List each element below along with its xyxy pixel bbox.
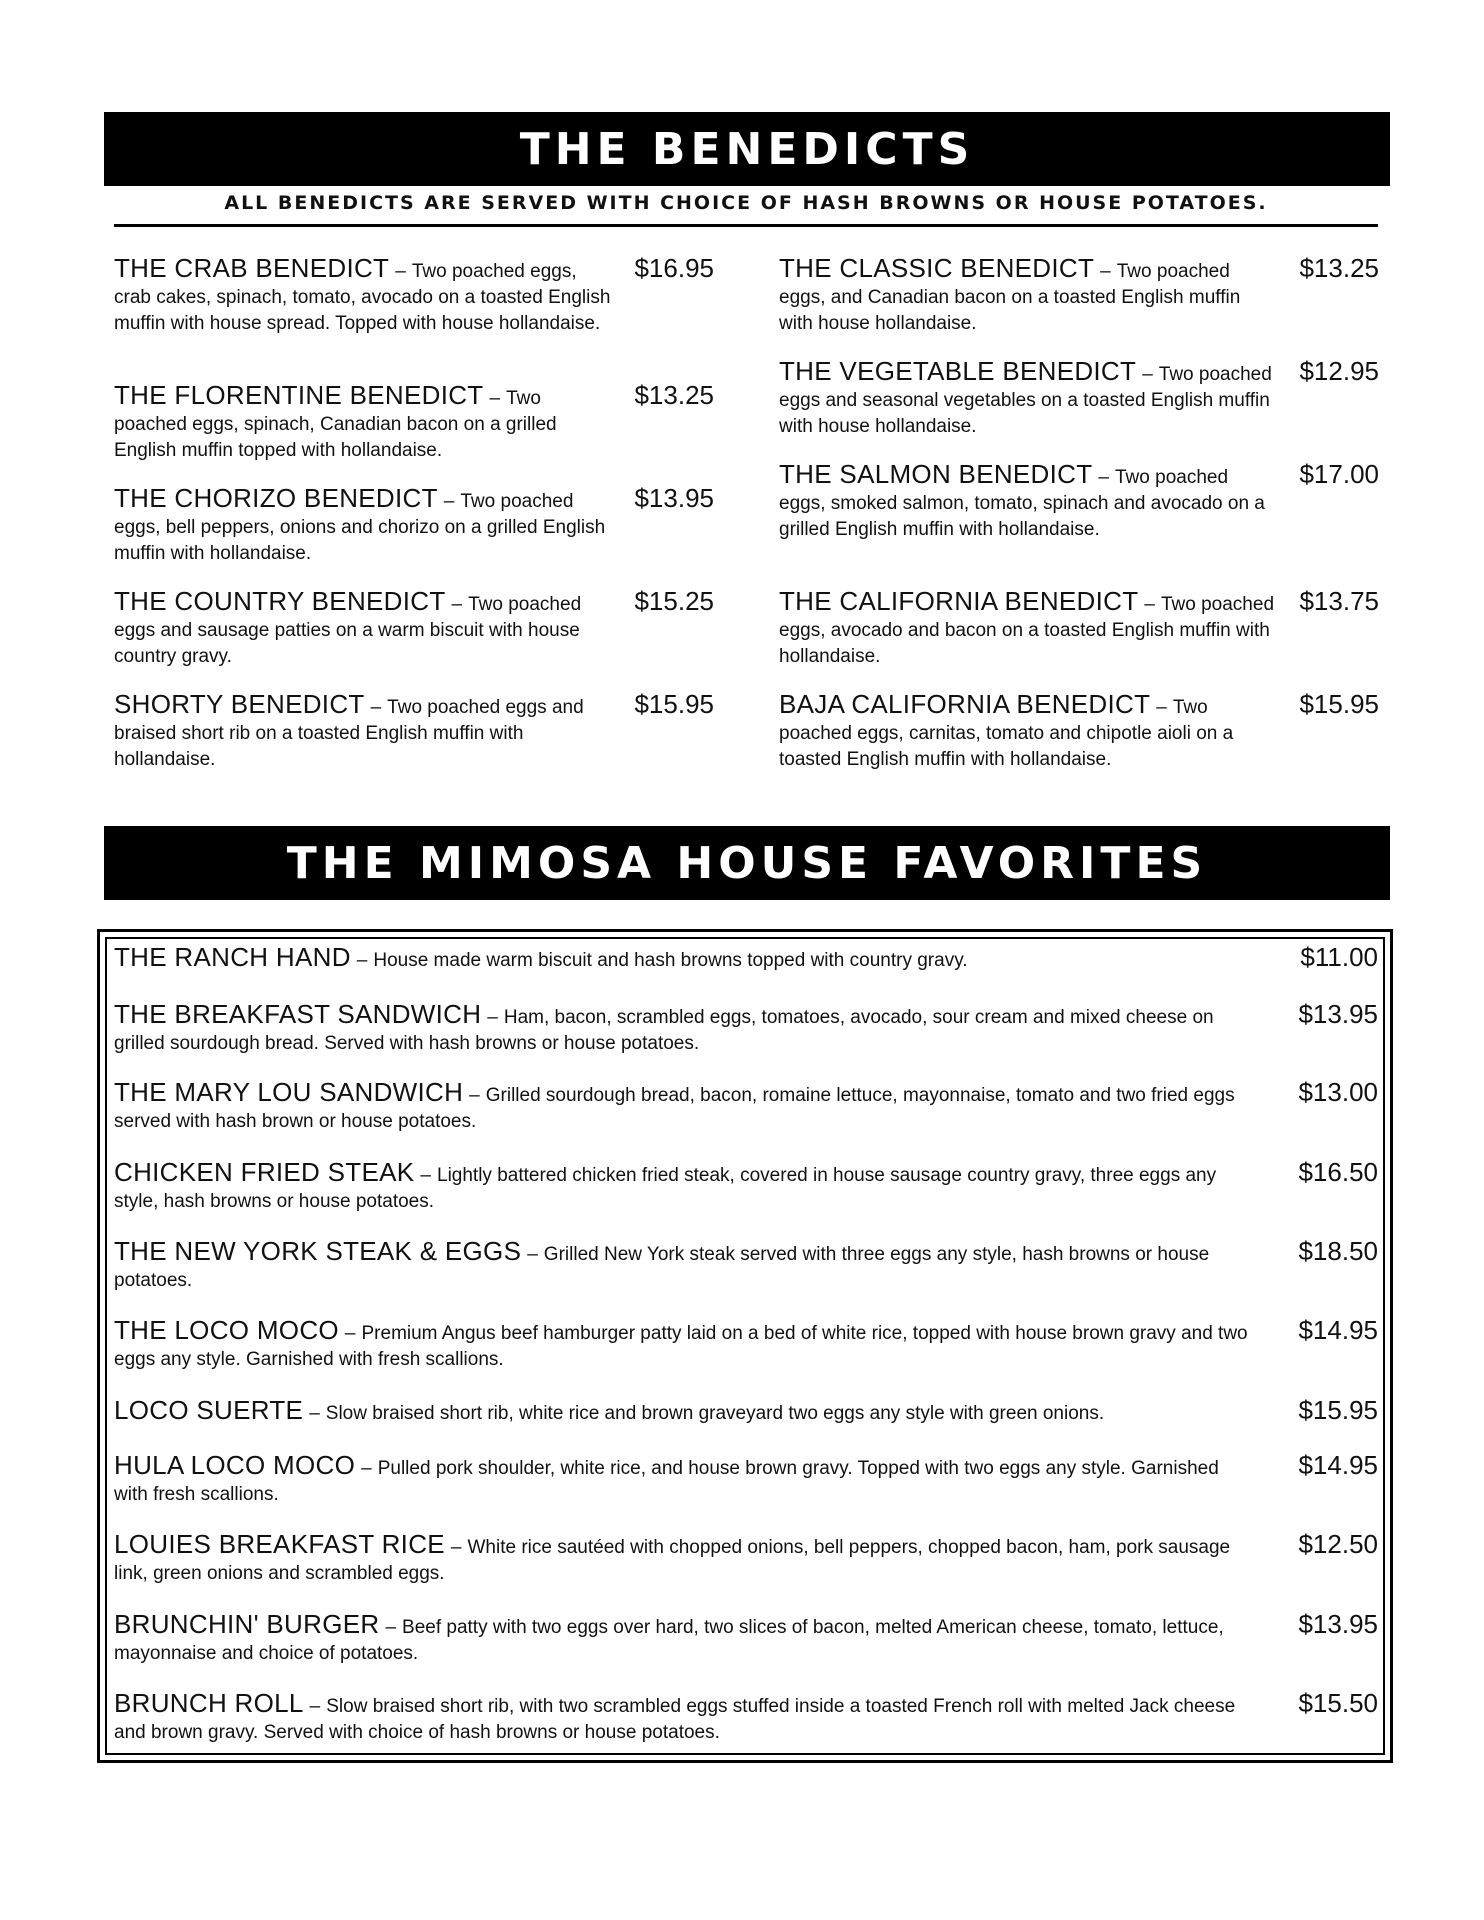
item-name: THE MARY LOU SANDWICH [114,1077,464,1107]
item-description: Two poached eggs and braised short rib on a toasted English muffin with hollandaise. [114,697,584,770]
item-price: $13.95 [1298,999,1378,1029]
item-price: $13.75 [1299,586,1379,616]
menu-item: THE NEW YORK STEAK & EGGS – Grilled New York steak served with three eggs any style, hash browns or house potatoes. $18.50 [114,1236,1378,1291]
item-price: $12.95 [1299,356,1379,386]
item-name: LOUIES BREAKFAST RICE [114,1529,445,1559]
item-name: THE BREAKFAST SANDWICH [114,999,482,1029]
item-price: $13.95 [634,483,714,513]
favorites-title: THE MIMOSA HOUSE FAVORITES [286,837,1208,889]
item-price: $17.00 [1299,459,1379,489]
item-price: $11.00 [1300,942,1378,972]
benedicts-banner [104,112,1390,186]
item-price: $15.25 [634,586,714,616]
menu-item: LOUIES BREAKFAST RICE – White rice sautéed with chopped onions, bell peppers, chopped bacon, ham, pork sausage link, green onions and scrambled eggs. $12.50 [114,1529,1378,1584]
item-name: THE VEGETABLE BENEDICT [779,356,1137,386]
item-price: $13.25 [1299,253,1379,283]
item-price: $15.95 [634,689,714,719]
item-description: Two poached eggs, carnitas, tomato and chipotle aioli on a toasted English muffin with hollandaise. [779,697,1234,770]
menu-item: THE FLORENTINE BENEDICT – Two poached eggs, spinach, Canadian bacon on a grilled English muffin topped with hollandaise. $13.25 [114,380,714,461]
item-description: Ham, bacon, scrambled eggs, tomatoes, avocado, sour cream and mixed cheese on grilled sourdough bread. Served with hash browns or house potatoes. [114,1007,1214,1054]
item-description: Premium Angus beef hamburger patty laid on a bed of white rice, topped with house brown gravy and two eggs any style. Garnished with fresh scallions. [114,1323,1248,1370]
item-description: Grilled New York steak served with three eggs any style, hash browns or house potatoes. [114,1244,1210,1291]
item-name: BRUNCHIN' BURGER [114,1609,380,1639]
item-name: THE SALMON BENEDICT [779,459,1093,489]
menu-item: THE COUNTRY BENEDICT – Two poached eggs and sausage patties on a warm biscuit with house country gravy. $15.25 [114,586,714,667]
item-description: House made warm biscuit and hash browns topped with country gravy. [373,950,968,971]
item-description: Two poached eggs, crab cakes, spinach, tomato, avocado on a toasted English muffin with house spread. Topped with house hollandaise. [114,261,611,334]
menu-item: THE CRAB BENEDICT – Two poached eggs, crab cakes, spinach, tomato, avocado on a toasted English muffin with house spread. Topped with house hollandaise. $16.95 [114,253,714,334]
item-description: Pulled pork shoulder, white rice, and house brown gravy. Topped with two eggs any style. Garnished with fresh scallions. [114,1458,1219,1505]
item-description: Two poached eggs, and Canadian bacon on a toasted English muffin with house hollandaise. [779,261,1241,334]
item-description: Two poached eggs, spinach, Canadian bacon on a grilled English muffin topped with hollandaise. [114,388,557,461]
benedicts-subtitle: ALL BENEDICTS ARE SERVED WITH CHOICE OF HASH BROWNS OR HOUSE POTATOES. [224,192,1268,214]
item-description: Slow braised short rib, with two scrambled eggs stuffed inside a toasted French roll with melted Jack cheese and brown gravy. Served with choice of hash browns or house potatoes. [114,1696,1236,1743]
favorites-list [114,944,1378,1750]
item-description: Grilled sourdough bread, bacon, romaine lettuce, mayonnaise, tomato and two fried eggs served with hash brown or house potatoes. [114,1085,1235,1132]
item-price: $15.50 [1298,1688,1378,1718]
favorites-banner [104,826,1390,900]
item-price: $13.00 [1298,1077,1378,1107]
item-description: Two poached eggs, bell peppers, onions and chorizo on a grilled English muffin with hollandaise. [114,491,606,564]
item-description: White rice sautéed with chopped onions, bell peppers, chopped bacon, ham, pork sausage link, green onions and scrambled eggs. [114,1537,1231,1584]
item-name: THE CHORIZO BENEDICT [114,483,438,513]
menu-item: THE RANCH HAND – House made warm biscuit and hash browns topped with country gravy. $11.00 [114,942,1378,972]
item-price: $13.25 [634,380,714,410]
menu-item: THE CHORIZO BENEDICT – Two poached eggs, bell peppers, onions and chorizo on a grilled English muffin with hollandaise. $13.95 [114,483,714,564]
item-description: Two poached eggs and sausage patties on a warm biscuit with house country gravy. [114,594,582,667]
benedicts-title: THE BENEDICTS [519,123,975,175]
menu-item: THE CLASSIC BENEDICT – Two poached eggs, and Canadian bacon on a toasted English muffin with house hollandaise. $13.25 [779,253,1379,334]
menu-item: HULA LOCO MOCO – Pulled pork shoulder, white rice, and house brown gravy. Topped with two eggs any style. Garnished with fresh scallions. $14.95 [114,1450,1378,1505]
menu-item: THE CALIFORNIA BENEDICT – Two poached eggs, avocado and bacon on a toasted English muffin with hollandaise. $13.75 [779,586,1379,667]
benedicts-left-column [114,255,714,773]
item-price: $16.95 [634,253,714,283]
item-name: THE RANCH HAND [114,942,351,972]
menu-item: THE BREAKFAST SANDWICH – Ham, bacon, scrambled eggs, tomatoes, avocado, sour cream and mixed cheese on grilled sourdough bread. Served with hash browns or house potatoes. $13.95 [114,999,1378,1054]
item-description: Beef patty with two eggs over hard, two slices of bacon, melted American cheese, tomato, lettuce, mayonnaise and choice of potatoes. [114,1617,1224,1664]
item-price: $18.50 [1298,1236,1378,1266]
item-description: Two poached eggs, avocado and bacon on a toasted English muffin with hollandaise. [779,594,1275,667]
item-description: Two poached eggs and seasonal vegetables on a toasted English muffin with house hollandaise. [779,364,1272,437]
item-price: $14.95 [1298,1450,1378,1480]
benedicts-right-column [779,255,1379,773]
menu-item: THE LOCO MOCO – Premium Angus beef hamburger patty laid on a bed of white rice, topped with house brown gravy and two eggs any style. Garnished with fresh scallions. $14.95 [114,1315,1378,1370]
menu-item: CHICKEN FRIED STEAK – Lightly battered chicken fried steak, covered in house sausage country gravy, three eggs any style, hash browns or house potatoes. $16.50 [114,1157,1378,1212]
item-name: THE CRAB BENEDICT [114,253,390,283]
item-name: THE NEW YORK STEAK & EGGS [114,1236,522,1266]
item-name: THE FLORENTINE BENEDICT [114,380,484,410]
item-price: $15.95 [1299,689,1379,719]
item-name: CHICKEN FRIED STEAK [114,1157,415,1187]
menu-item: THE MARY LOU SANDWICH – Grilled sourdough bread, bacon, romaine lettuce, mayonnaise, tomato and two fried eggs served with hash brown or house potatoes. $13.00 [114,1077,1378,1132]
menu-item: BRUNCHIN' BURGER – Beef patty with two eggs over hard, two slices of bacon, melted American cheese, tomato, lettuce, mayonnaise and choice of potatoes. $13.95 [114,1609,1378,1664]
item-name: HULA LOCO MOCO [114,1450,356,1480]
item-name: BRUNCH ROLL [114,1688,304,1718]
item-description: Slow braised short rib, white rice and brown graveyard two eggs any style with green onions. [325,1403,1105,1424]
menu-item: THE VEGETABLE BENEDICT – Two poached eggs and seasonal vegetables on a toasted English muffin with house hollandaise. $12.95 [779,356,1379,437]
item-name: THE CALIFORNIA BENEDICT [779,586,1139,616]
menu-item: BAJA CALIFORNIA BENEDICT – Two poached eggs, carnitas, tomato and chipotle aioli on a toasted English muffin with hollandaise. $15.95 [779,689,1379,770]
item-name: SHORTY BENEDICT [114,689,365,719]
item-description: Two poached eggs, smoked salmon, tomato, spinach and avocado on a grilled English muffin with hollandaise. [779,467,1265,540]
item-name: THE COUNTRY BENEDICT [114,586,446,616]
menu-item: LOCO SUERTE – Slow braised short rib, white rice and brown graveyard two eggs any style with green onions. $15.95 [114,1395,1378,1425]
section-divider [114,224,1378,227]
item-name: BAJA CALIFORNIA BENEDICT [779,689,1151,719]
menu-item: THE SALMON BENEDICT – Two poached eggs, smoked salmon, tomato, spinach and avocado on a grilled English muffin with hollandaise. $17.00 [779,459,1379,540]
menu-item: SHORTY BENEDICT – Two poached eggs and braised short rib on a toasted English muffin with hollandaise. $15.95 [114,689,714,770]
item-name: THE LOCO MOCO [114,1315,339,1345]
item-name: LOCO SUERTE [114,1395,304,1425]
menu-item: BRUNCH ROLL – Slow braised short rib, with two scrambled eggs stuffed inside a toasted French roll with melted Jack cheese and brown gravy. Served with choice of hash browns or house potatoes. $15.50 [114,1688,1378,1743]
item-price: $12.50 [1298,1529,1378,1559]
item-price: $13.95 [1298,1609,1378,1639]
item-price: $14.95 [1298,1315,1378,1345]
item-price: $16.50 [1298,1157,1378,1187]
item-price: $15.95 [1298,1395,1378,1425]
item-name: THE CLASSIC BENEDICT [779,253,1095,283]
item-description: Lightly battered chicken fried steak, covered in house sausage country gravy, three eggs any style, hash browns or house potatoes. [114,1165,1217,1212]
